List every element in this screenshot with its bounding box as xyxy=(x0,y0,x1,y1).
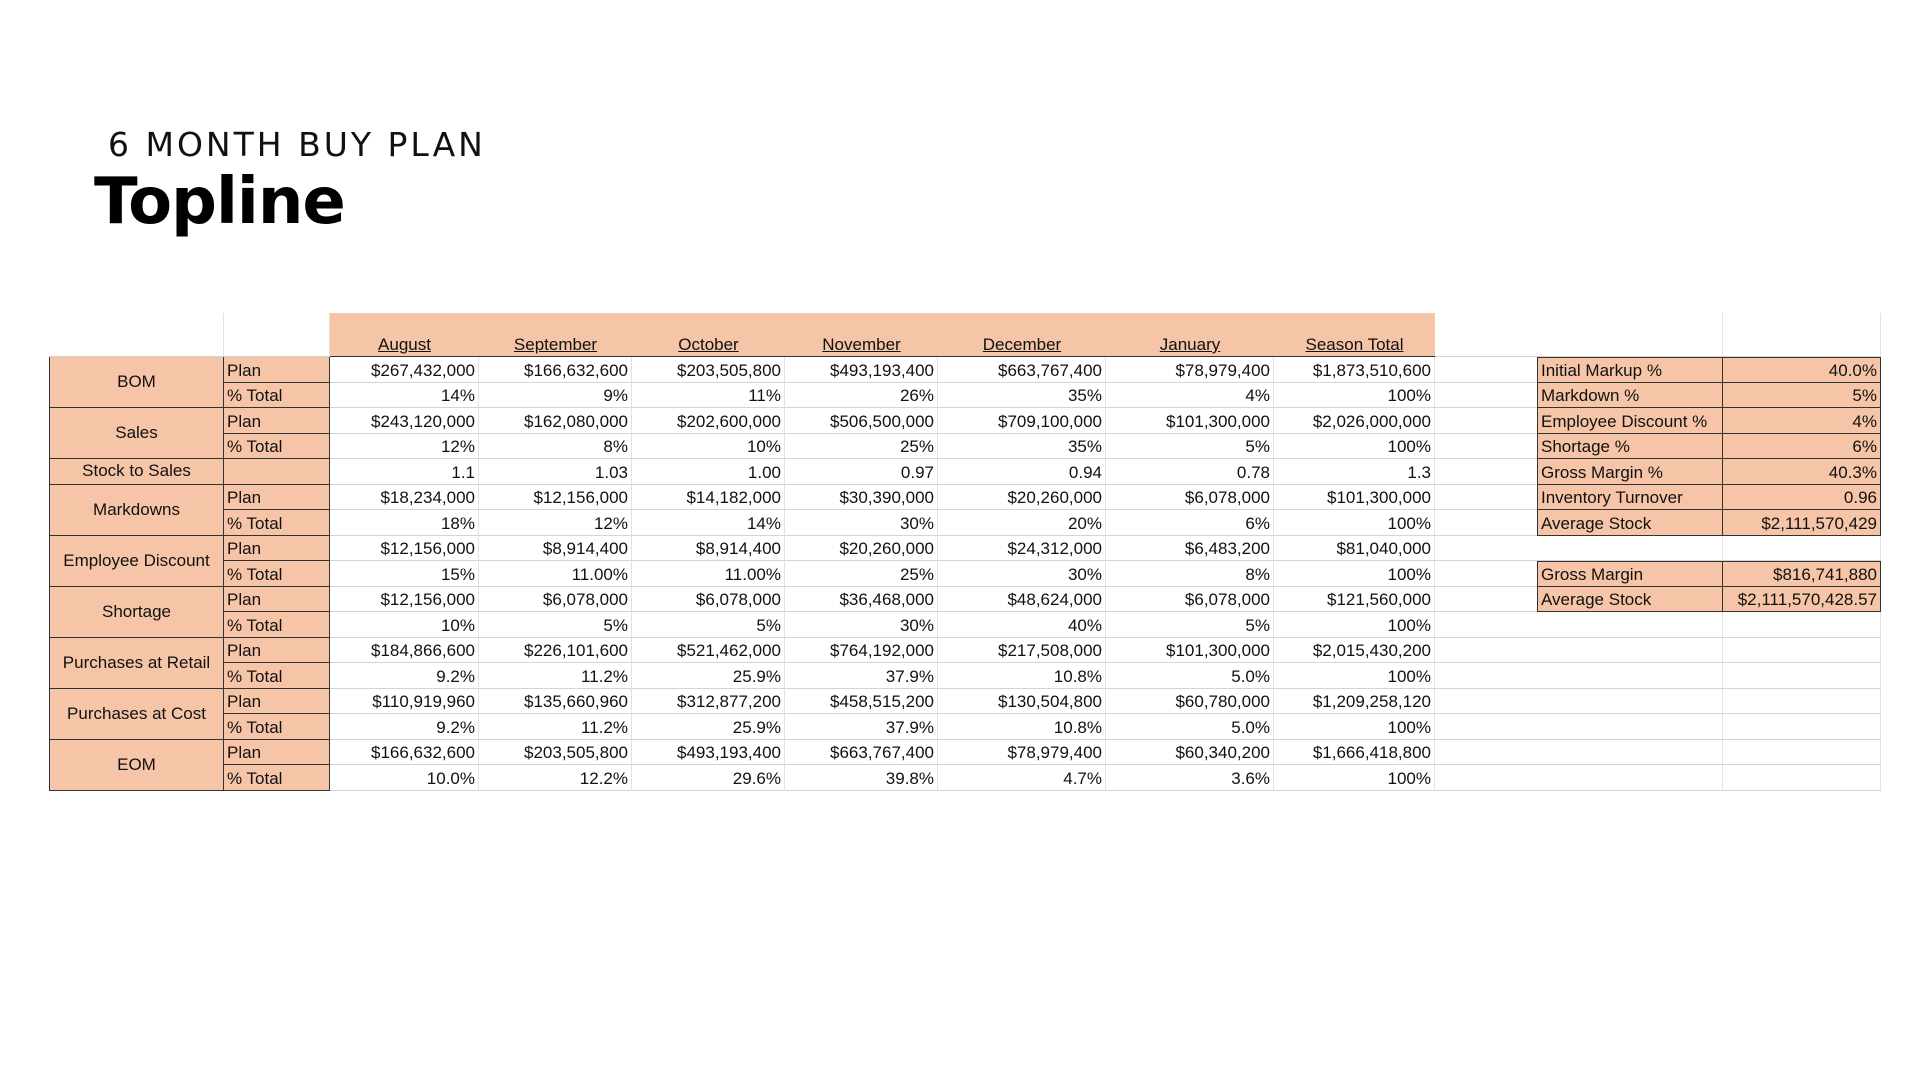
table-cell: 1.1 xyxy=(330,459,479,485)
spacer-cell xyxy=(1435,765,1540,791)
spacer-cell xyxy=(1435,536,1540,562)
table-cell: 6% xyxy=(1106,510,1274,536)
summary-value: 4% xyxy=(1723,408,1881,434)
column-header xyxy=(785,313,938,357)
table-cell: 14% xyxy=(330,383,479,409)
table-cell: $506,500,000 xyxy=(785,408,938,434)
summary-blank xyxy=(1723,714,1881,740)
table-cell: $1,873,510,600 xyxy=(1274,357,1435,383)
summary-value: 0.96 xyxy=(1723,485,1881,511)
table-cell: $166,632,600 xyxy=(479,357,632,383)
table-cell: 9.2% xyxy=(330,663,479,689)
table-cell: 9% xyxy=(479,383,632,409)
table-cell: $8,914,400 xyxy=(632,536,785,562)
table-cell: 37.9% xyxy=(785,714,938,740)
table-cell: 35% xyxy=(938,434,1106,460)
spacer-cell xyxy=(1435,587,1540,613)
table-cell: 100% xyxy=(1274,561,1435,587)
table-cell: $203,505,800 xyxy=(479,740,632,766)
table-cell: 8% xyxy=(1106,561,1274,587)
column-header-label: December xyxy=(982,335,1062,354)
table-cell: 10.8% xyxy=(938,663,1106,689)
row-sub-label: % Total xyxy=(224,561,330,587)
header-blank-extra xyxy=(1435,313,1540,357)
table-cell: 39.8% xyxy=(785,765,938,791)
summary-value: 5% xyxy=(1723,383,1881,409)
table-cell: 8% xyxy=(479,434,632,460)
row-group-label: Stock to Sales xyxy=(49,459,224,485)
table-cell: 4% xyxy=(1106,383,1274,409)
spacer-cell xyxy=(1435,510,1540,536)
row-sub-label: Plan xyxy=(224,536,330,562)
column-header-label: November xyxy=(822,335,901,354)
table-cell: 0.97 xyxy=(785,459,938,485)
column-header xyxy=(330,313,479,357)
table-cell: $101,300,000 xyxy=(1106,638,1274,664)
table-cell: 20% xyxy=(938,510,1106,536)
summary-table xyxy=(1537,313,1881,791)
table-cell: $1,666,418,800 xyxy=(1274,740,1435,766)
table-cell: 11.2% xyxy=(479,714,632,740)
table-cell: $1,209,258,120 xyxy=(1274,689,1435,715)
summary-header-blank xyxy=(1537,313,1723,357)
table-cell: 18% xyxy=(330,510,479,536)
table-cell: $12,156,000 xyxy=(330,536,479,562)
table-cell: 14% xyxy=(632,510,785,536)
table-cell: $2,015,430,200 xyxy=(1274,638,1435,664)
table-cell: $12,156,000 xyxy=(330,587,479,613)
table-cell: $521,462,000 xyxy=(632,638,785,664)
row-group-label: Purchases at Retail xyxy=(49,638,224,689)
table-cell: $30,390,000 xyxy=(785,485,938,511)
table-cell: 25.9% xyxy=(632,663,785,689)
summary-blank xyxy=(1537,765,1723,791)
summary-value: 40.0% xyxy=(1723,357,1881,383)
column-header-label: January xyxy=(1159,335,1221,354)
table-cell: 37.9% xyxy=(785,663,938,689)
table-cell: $36,468,000 xyxy=(785,587,938,613)
table-cell: $312,877,200 xyxy=(632,689,785,715)
table-cell: 5.0% xyxy=(1106,714,1274,740)
table-cell: 30% xyxy=(785,510,938,536)
table-cell: $20,260,000 xyxy=(785,536,938,562)
header-blank-sub xyxy=(224,313,330,357)
table-cell: $8,914,400 xyxy=(479,536,632,562)
spacer-cell xyxy=(1435,612,1540,638)
table-cell: $267,432,000 xyxy=(330,357,479,383)
spacer-cell xyxy=(1435,689,1540,715)
row-group-label: Markdowns xyxy=(49,485,224,536)
table-cell: $166,632,600 xyxy=(330,740,479,766)
spacer-cell xyxy=(1435,638,1540,664)
spacer-cell xyxy=(1435,408,1540,434)
summary-blank xyxy=(1537,740,1723,766)
column-header-label: Season Total xyxy=(1305,335,1404,354)
column-header xyxy=(938,313,1106,357)
summary-label: Inventory Turnover xyxy=(1537,485,1723,511)
table-cell: 100% xyxy=(1274,663,1435,689)
row-sub-label: Plan xyxy=(224,485,330,511)
summary-value: $2,111,570,429 xyxy=(1723,510,1881,536)
table-cell: $110,919,960 xyxy=(330,689,479,715)
table-cell: $6,078,000 xyxy=(479,587,632,613)
table-cell: $121,560,000 xyxy=(1274,587,1435,613)
summary-blank xyxy=(1723,638,1881,664)
row-group-label: Sales xyxy=(49,408,224,459)
table-cell: 1.3 xyxy=(1274,459,1435,485)
table-cell: $101,300,000 xyxy=(1274,485,1435,511)
table-cell: $709,100,000 xyxy=(938,408,1106,434)
table-cell: $663,767,400 xyxy=(785,740,938,766)
summary-blank xyxy=(1537,612,1723,638)
spacer-cell xyxy=(1435,663,1540,689)
summary-blank xyxy=(1537,689,1723,715)
table-cell: $130,504,800 xyxy=(938,689,1106,715)
table-cell: $135,660,960 xyxy=(479,689,632,715)
table-cell: 35% xyxy=(938,383,1106,409)
row-sub-label: % Total xyxy=(224,714,330,740)
table-cell: $6,078,000 xyxy=(632,587,785,613)
table-cell: $81,040,000 xyxy=(1274,536,1435,562)
table-cell: $203,505,800 xyxy=(632,357,785,383)
summary-label: Average Stock xyxy=(1537,510,1723,536)
table-cell: $24,312,000 xyxy=(938,536,1106,562)
table-cell: $78,979,400 xyxy=(1106,357,1274,383)
summary-blank xyxy=(1723,689,1881,715)
table-cell: 5% xyxy=(632,612,785,638)
summary-blank xyxy=(1537,638,1723,664)
row-group-label: EOM xyxy=(49,740,224,791)
table-cell: 10.8% xyxy=(938,714,1106,740)
spacer-cell xyxy=(1435,561,1540,587)
summary-value: $2,111,570,428.57 xyxy=(1723,587,1881,613)
spacer-cell xyxy=(1435,714,1540,740)
table-cell: 40% xyxy=(938,612,1106,638)
table-cell: $48,624,000 xyxy=(938,587,1106,613)
summary-label: Gross Margin % xyxy=(1537,459,1723,485)
table-cell: 5.0% xyxy=(1106,663,1274,689)
table-cell: $6,078,000 xyxy=(1106,587,1274,613)
row-group-label: Employee Discount xyxy=(49,536,224,587)
table-cell: $243,120,000 xyxy=(330,408,479,434)
summary-blank xyxy=(1537,714,1723,740)
table-cell: 4.7% xyxy=(938,765,1106,791)
table-cell: $20,260,000 xyxy=(938,485,1106,511)
summary-header-blank xyxy=(1723,313,1881,357)
table-cell: $2,026,000,000 xyxy=(1274,408,1435,434)
table-cell: $184,866,600 xyxy=(330,638,479,664)
table-cell: 10% xyxy=(330,612,479,638)
table-cell: 100% xyxy=(1274,383,1435,409)
table-cell: 5% xyxy=(1106,434,1274,460)
table-cell: 15% xyxy=(330,561,479,587)
table-cell: $493,193,400 xyxy=(632,740,785,766)
table-cell: 100% xyxy=(1274,714,1435,740)
row-sub-label: % Total xyxy=(224,434,330,460)
table-cell: $60,340,200 xyxy=(1106,740,1274,766)
table-cell: $217,508,000 xyxy=(938,638,1106,664)
table-cell: 100% xyxy=(1274,765,1435,791)
summary-label: Average Stock xyxy=(1537,587,1723,613)
row-sub-label: Plan xyxy=(224,587,330,613)
summary-value: 40.3% xyxy=(1723,459,1881,485)
header-blank-label xyxy=(49,313,224,357)
table-cell: 12% xyxy=(330,434,479,460)
table-cell: 10.0% xyxy=(330,765,479,791)
row-sub-label: % Total xyxy=(224,383,330,409)
summary-value: 6% xyxy=(1723,434,1881,460)
table-cell: 100% xyxy=(1274,434,1435,460)
table-cell: 25% xyxy=(785,561,938,587)
row-group-label: Shortage xyxy=(49,587,224,638)
column-header xyxy=(1106,313,1274,357)
column-header-label: August xyxy=(378,335,431,354)
page-subtitle: 6 MONTH BUY PLAN xyxy=(108,125,486,164)
table-cell: $764,192,000 xyxy=(785,638,938,664)
table-cell: 11.2% xyxy=(479,663,632,689)
summary-blank xyxy=(1723,663,1881,689)
table-cell: 0.94 xyxy=(938,459,1106,485)
table-cell: 29.6% xyxy=(632,765,785,791)
summary-label: Gross Margin xyxy=(1537,561,1723,587)
column-header xyxy=(632,313,785,357)
spacer-cell xyxy=(1435,740,1540,766)
table-cell: 5% xyxy=(479,612,632,638)
table-cell: 9.2% xyxy=(330,714,479,740)
row-sub-label: % Total xyxy=(224,663,330,689)
table-cell: 100% xyxy=(1274,510,1435,536)
table-cell: $458,515,200 xyxy=(785,689,938,715)
row-sub-label: % Total xyxy=(224,765,330,791)
row-sub-label: Plan xyxy=(224,689,330,715)
spacer-cell xyxy=(1435,383,1540,409)
spacer-cell xyxy=(1435,485,1540,511)
summary-label: Shortage % xyxy=(1537,434,1723,460)
table-cell: $12,156,000 xyxy=(479,485,632,511)
table-cell: 5% xyxy=(1106,612,1274,638)
summary-blank xyxy=(1537,663,1723,689)
page-title: Topline xyxy=(94,165,345,239)
spacer-cell xyxy=(1435,434,1540,460)
row-group-label: BOM xyxy=(49,357,224,408)
table-cell: $6,078,000 xyxy=(1106,485,1274,511)
summary-blank xyxy=(1723,740,1881,766)
table-cell: $18,234,000 xyxy=(330,485,479,511)
table-cell: $60,780,000 xyxy=(1106,689,1274,715)
table-cell: $663,767,400 xyxy=(938,357,1106,383)
row-sub-label: Plan xyxy=(224,357,330,383)
row-sub-label: Plan xyxy=(224,408,330,434)
row-sub-label: Plan xyxy=(224,638,330,664)
spacer-cell xyxy=(1435,459,1540,485)
row-sub-label: % Total xyxy=(224,510,330,536)
table-cell: 11% xyxy=(632,383,785,409)
row-sub-label: Plan xyxy=(224,740,330,766)
summary-blank xyxy=(1723,536,1881,562)
table-cell: 11.00% xyxy=(479,561,632,587)
table-cell: $101,300,000 xyxy=(1106,408,1274,434)
column-header xyxy=(479,313,632,357)
buy-plan-table xyxy=(49,313,1540,791)
table-cell: 1.00 xyxy=(632,459,785,485)
table-cell: 3.6% xyxy=(1106,765,1274,791)
column-header-label: October xyxy=(678,335,739,354)
table-cell: 11.00% xyxy=(632,561,785,587)
table-cell: $493,193,400 xyxy=(785,357,938,383)
summary-blank xyxy=(1723,765,1881,791)
table-cell: 10% xyxy=(632,434,785,460)
table-cell: 25.9% xyxy=(632,714,785,740)
table-cell: $14,182,000 xyxy=(632,485,785,511)
column-header xyxy=(1274,313,1435,357)
summary-blank xyxy=(1537,536,1723,562)
table-cell: 100% xyxy=(1274,612,1435,638)
summary-value: $816,741,880 xyxy=(1723,561,1881,587)
summary-blank xyxy=(1723,612,1881,638)
summary-label: Initial Markup % xyxy=(1537,357,1723,383)
table-cell: $226,101,600 xyxy=(479,638,632,664)
table-cell: 12.2% xyxy=(479,765,632,791)
summary-label: Employee Discount % xyxy=(1537,408,1723,434)
table-cell: 30% xyxy=(938,561,1106,587)
row-sub-label: % Total xyxy=(224,612,330,638)
table-cell: 26% xyxy=(785,383,938,409)
row-sub-label xyxy=(224,459,330,485)
table-cell: $6,483,200 xyxy=(1106,536,1274,562)
row-group-label: Purchases at Cost xyxy=(49,689,224,740)
summary-label: Markdown % xyxy=(1537,383,1723,409)
table-cell: 1.03 xyxy=(479,459,632,485)
table-cell: $78,979,400 xyxy=(938,740,1106,766)
table-cell: $202,600,000 xyxy=(632,408,785,434)
table-cell: 12% xyxy=(479,510,632,536)
table-cell: 30% xyxy=(785,612,938,638)
table-cell: 0.78 xyxy=(1106,459,1274,485)
spacer-cell xyxy=(1435,357,1540,383)
table-cell: $162,080,000 xyxy=(479,408,632,434)
table-cell: 25% xyxy=(785,434,938,460)
column-header-label: September xyxy=(513,335,598,354)
